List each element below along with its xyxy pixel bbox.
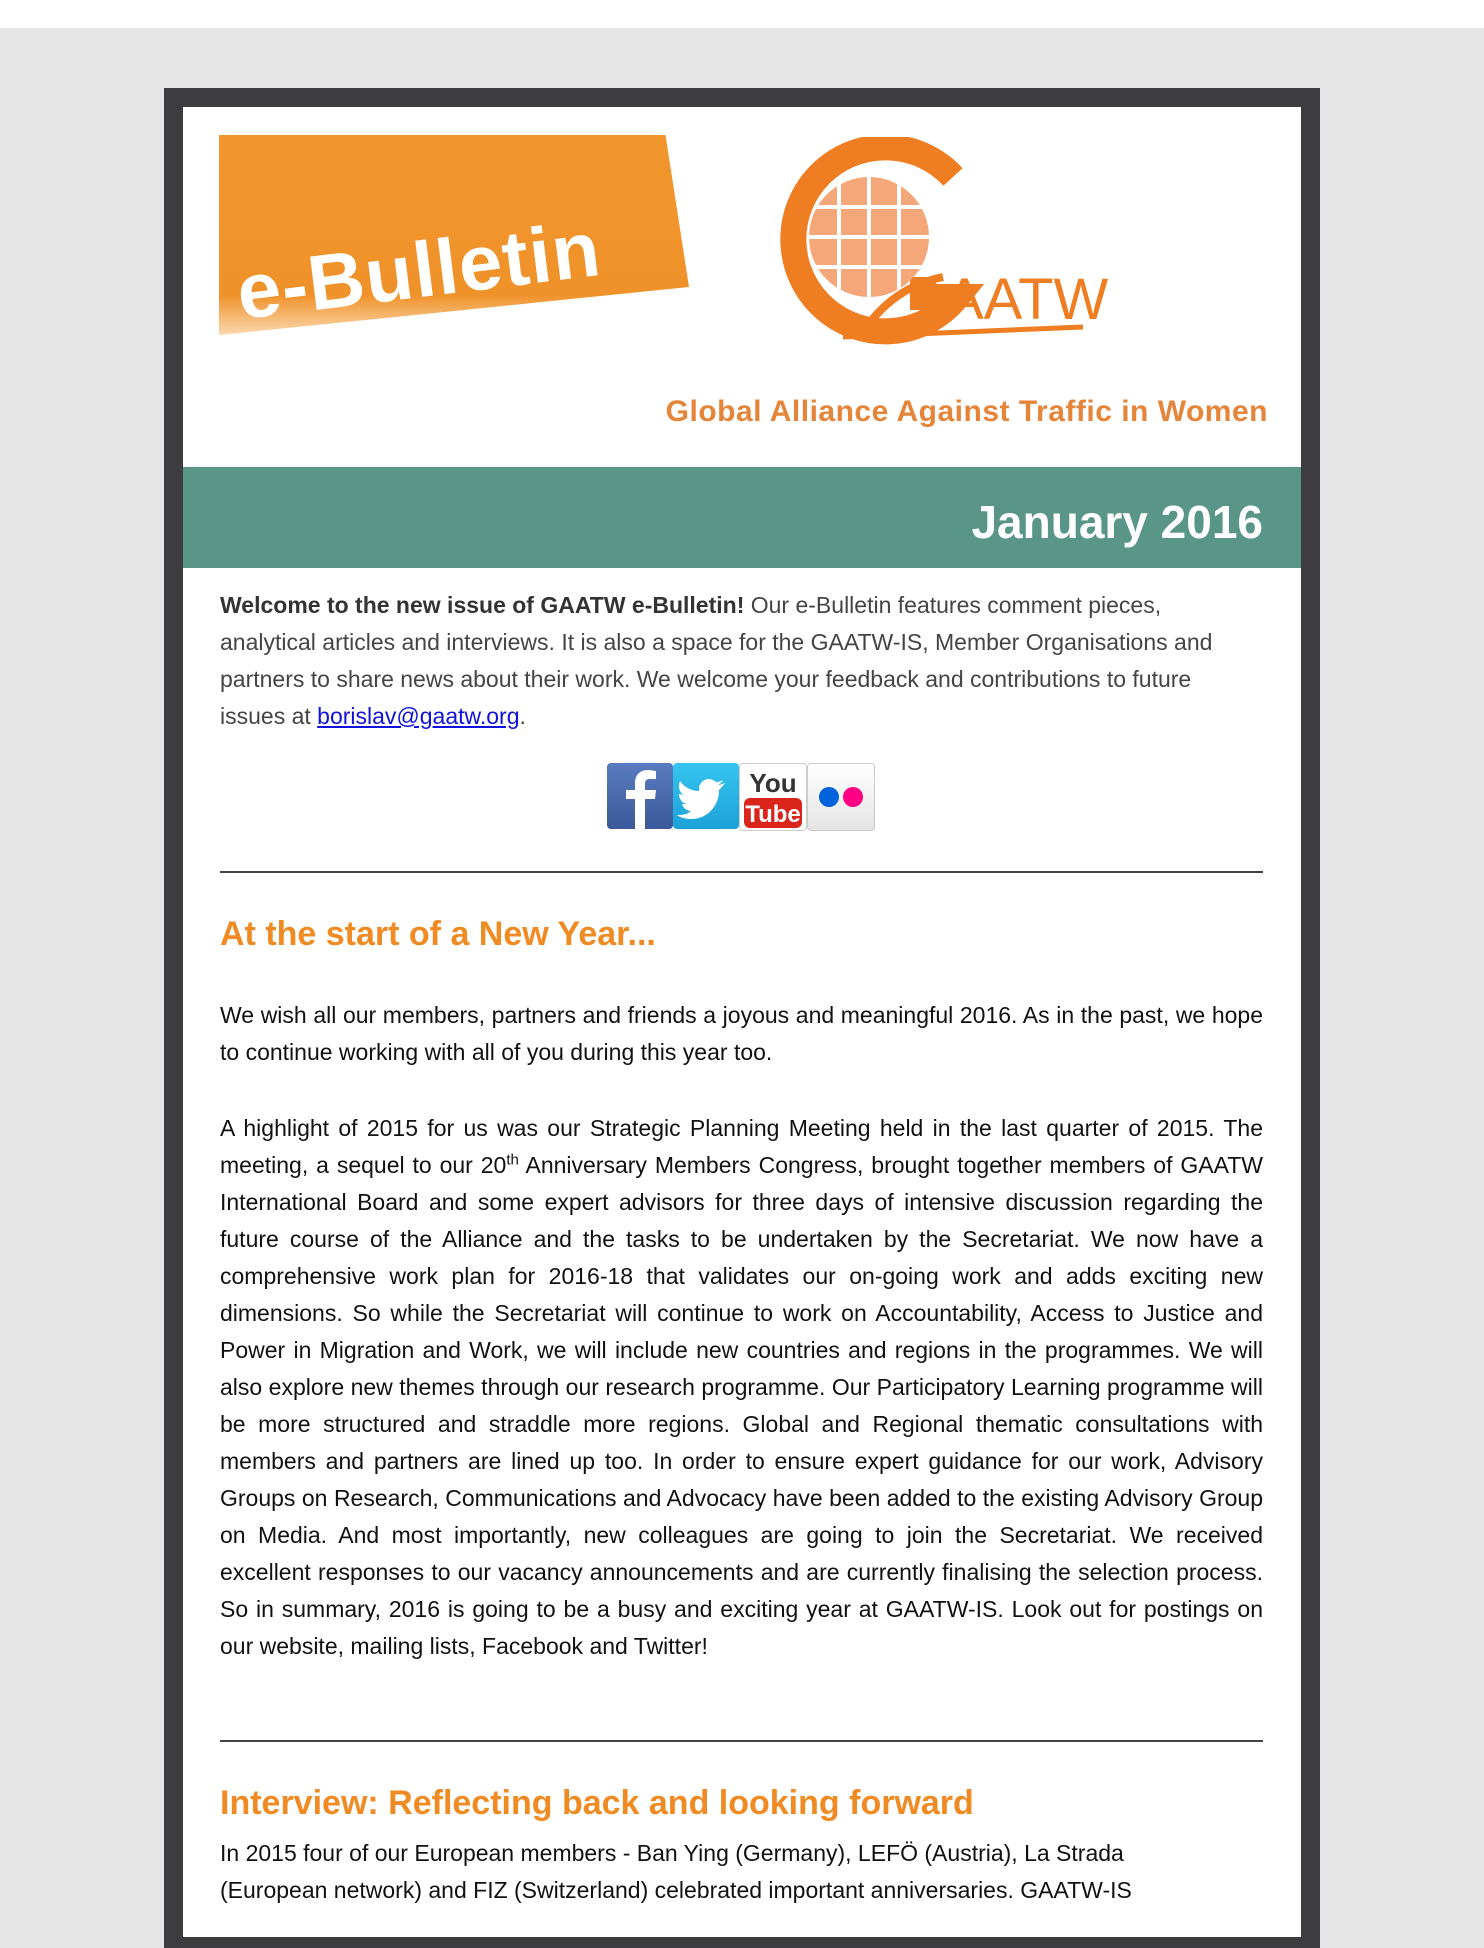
header [183, 107, 1301, 467]
tagline: Global Alliance Against Traffic in Women [665, 395, 1268, 428]
youtube-top: You [749, 768, 797, 798]
para-part-2: Anniversary Members Congress, brought together members of GAATW International Board and some expert advisors for three days of intensive discussion regarding the future course of the Alliance and the tasks to be undertaken by the Secretariat. We now have a comprehensive work plan for 2016-18 that validates our on-going work and adds exciting new dimensions. So while the Secretariat will continue to work on Accountability, Access to Justice and Power in Migration and Work, we will include new countries and regions in the programmes. We will also explore new themes through our research programme. Our Participatory Learning programme will be more structured and straddle more regions. Global and Regional thematic consultations with members and partners are lined up too. In order to ensure expert guidance for our work, Advisory Groups on Research, Communications and Advocacy have been added to the existing Advisory Group on Media. And most importantly, new colleagues are going to join the Secretariat. We received excellent responses to our vacancy announcements and are currently finalising the selection process. So in summary, 2016 is going to be a busy and exciting year at GAATW-IS. Look out for postings on our website, mailing lists, Facebook and Twitter! [220, 1152, 1263, 1659]
gaatw-logo [743, 137, 1301, 357]
intro-text: Our e-Bulletin features comment pieces, analytical articles and interviews. It is also a space for the GAATW-IS, Member Organisations and partners to share news about their work. We welcome your feedback and contributions to future issues at [220, 592, 1213, 729]
bulletin-page [183, 107, 1301, 1937]
flickr-icon[interactable] [807, 763, 875, 831]
para-part: A highlight of 2015 for us was our Strategic Planning Meeting held in the last quarter of 2015. The meeting, a sequel to our 20 [220, 1115, 1263, 1178]
section-title-2: Interview: Reflecting back and looking forward [220, 1784, 974, 1822]
top-strip [0, 0, 1484, 28]
twitter-icon[interactable] [673, 763, 739, 829]
social-icons [607, 763, 875, 833]
intro-end: . [519, 703, 526, 729]
intro-paragraph [220, 587, 1260, 735]
intro-lead: Welcome to the new issue of GAATW e-Bulletin! [220, 592, 745, 618]
date-band [183, 467, 1301, 568]
ebulletin-label: e-Bulletin [232, 204, 606, 337]
divider [220, 871, 1263, 873]
facebook-icon[interactable] [607, 763, 673, 829]
youtube-icon[interactable] [739, 763, 807, 831]
youtube-bottom: Tube [745, 801, 801, 828]
logo-text: AATW [945, 267, 1109, 332]
para-sup: th [506, 1151, 519, 1169]
issue-date: January 2016 [971, 496, 1263, 548]
section-paragraph-2 [220, 1110, 1263, 1665]
section-paragraph: We wish all our members, partners and friends a joyous and meaningful 2016. As in the past, we hope to continue working with all of you during this year too. [220, 1002, 1263, 1065]
divider-2 [220, 1740, 1263, 1742]
email-link[interactable]: borislav@gaatw.org [317, 703, 520, 729]
interview-paragraph: In 2015 four of our European members - Ban Ying (Germany), LEFÖ (Austria), La Strada (European network) and FIZ (Switzerland) celebrated important anniversaries. GAATW-IS [220, 1840, 1132, 1903]
section-title: At the start of a New Year... [220, 915, 656, 953]
